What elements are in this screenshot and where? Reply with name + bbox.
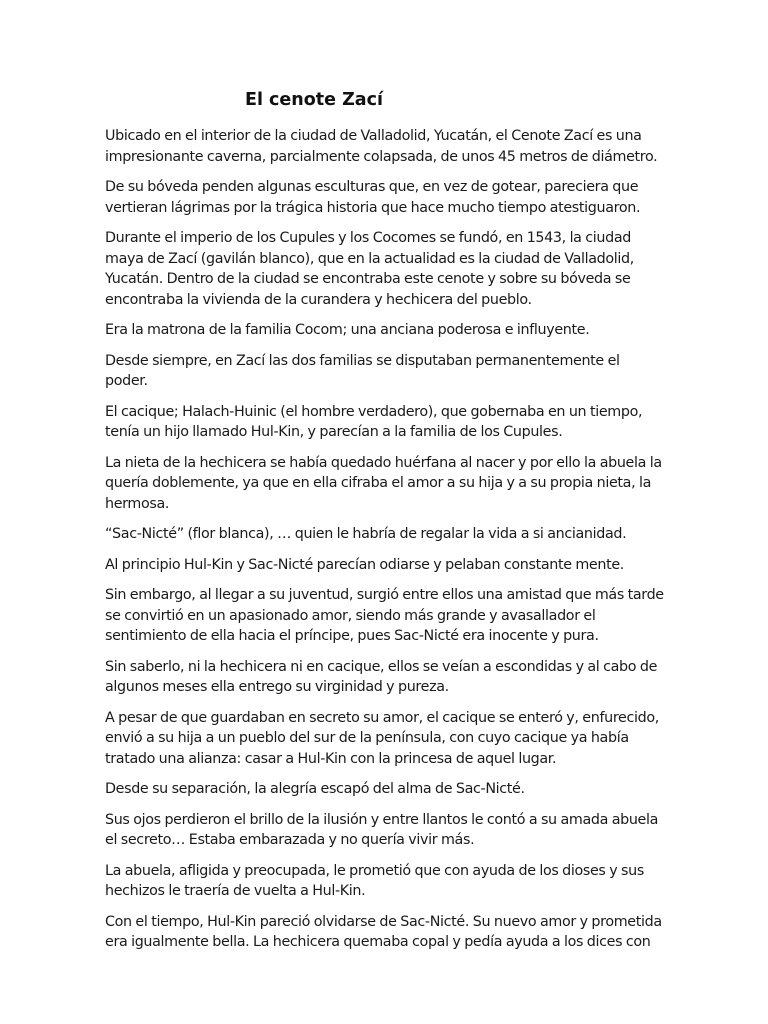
paragraph-5: Desde siempre, en Zací las dos familias se disputaban permanentemente el poder. bbox=[105, 352, 620, 389]
paragraph-16: Con el tiempo, Hul-Kin pareció olvidarse de Sac-Nicté. Su nuevo amor y prometida era igualmente bella. La hechicera quemaba copal y pedía ayuda a los dices con bbox=[105, 913, 662, 950]
paragraph-4: Era la matrona de la familia Cocom; una anciana poderosa e influyente. bbox=[105, 322, 590, 338]
document-page bbox=[105, 88, 665, 963]
paragraph-10: Sin embargo, al llegar a su juventud, surgió entre ellos una amistad que más tarde se convirtió en un apasionado amor, siendo más grande y avasallador el sentimiento de ella hacia el príncipe, pues Sac-Nicté era inocente y pura. bbox=[105, 587, 664, 644]
paragraph-9: Al principio Hul-Kin y Sac-Nicté parecían odiarse y pelaban constante mente. bbox=[105, 556, 624, 573]
paragraph-8: “Sac-Nicté” (flor blanca), … quien le habría de regalar la vida a si ancianidad. bbox=[105, 526, 627, 542]
paragraph-6: El cacique; Halach-Huinic (el hombre verdadero), que gobernaba en un tiempo, tenía un hijo llamado Hul-Kin, y parecían a la familia de los Cupules. bbox=[105, 403, 643, 440]
paragraph-11: Sin saberlo, ni la hechicera ni en cacique, ellos se veían a escondidas y al cabo de algunos meses ella entrego su virginidad y pureza. bbox=[105, 658, 658, 695]
paragraph-14: Sus ojos perdieron el brillo de la ilusión y entre llantos le contó a su amada abuela el secreto… Estaba embarazada y no quería vivir más. bbox=[105, 811, 659, 848]
document-title: El cenote Zací bbox=[245, 90, 383, 110]
paragraph-1: Ubicado en el interior de la ciudad de Valladolid, Yucatán, el Cenote Zací es una impresionante caverna, parcialmente colapsada, de unos 45 metros de diámetro. bbox=[105, 128, 658, 165]
paragraph-12: A pesar de que guardaban en secreto su amor, el cacique se enteró y, enfurecido, envió a su hija a un pueblo del sur de la península, con cuyo cacique ya había tratado una alianza: casar a Hul-Kin con la princesa de aquel lugar. bbox=[105, 709, 659, 767]
paragraph-13: Desde su separación, la alegría escapó del alma de Sac-Nicté. bbox=[105, 781, 525, 797]
paragraph-2: De su bóveda penden algunas esculturas que, en vez de gotear, pareciera que vertieran lágrimas por la trágica historia que hace mucho tiempo atestiguaron. bbox=[105, 179, 641, 216]
paragraph-7: La nieta de la hechicera se había quedado huérfana al nacer y por ello la abuela la quería doblemente, ya que en ella cifraba el amor a su hija y a su propia nieta, la hermosa. bbox=[105, 454, 662, 512]
paragraph-3: Durante el imperio de los Cupules y los Cocomes se fundó, en 1543, la ciudad maya de Zací (gavilán blanco), que en la actualidad es la ciudad de Valladolid, Yucatán. Dentro de la ciudad se encontraba este cenote y sobre su bóveda se encontraba la vivienda de la curandera y hechicera del pueblo. bbox=[105, 230, 634, 308]
paragraph-15: La abuela, afligida y preocupada, le prometió que con ayuda de los dioses y sus hechizos le traería de vuelta a Hul-Kin. bbox=[105, 862, 644, 899]
